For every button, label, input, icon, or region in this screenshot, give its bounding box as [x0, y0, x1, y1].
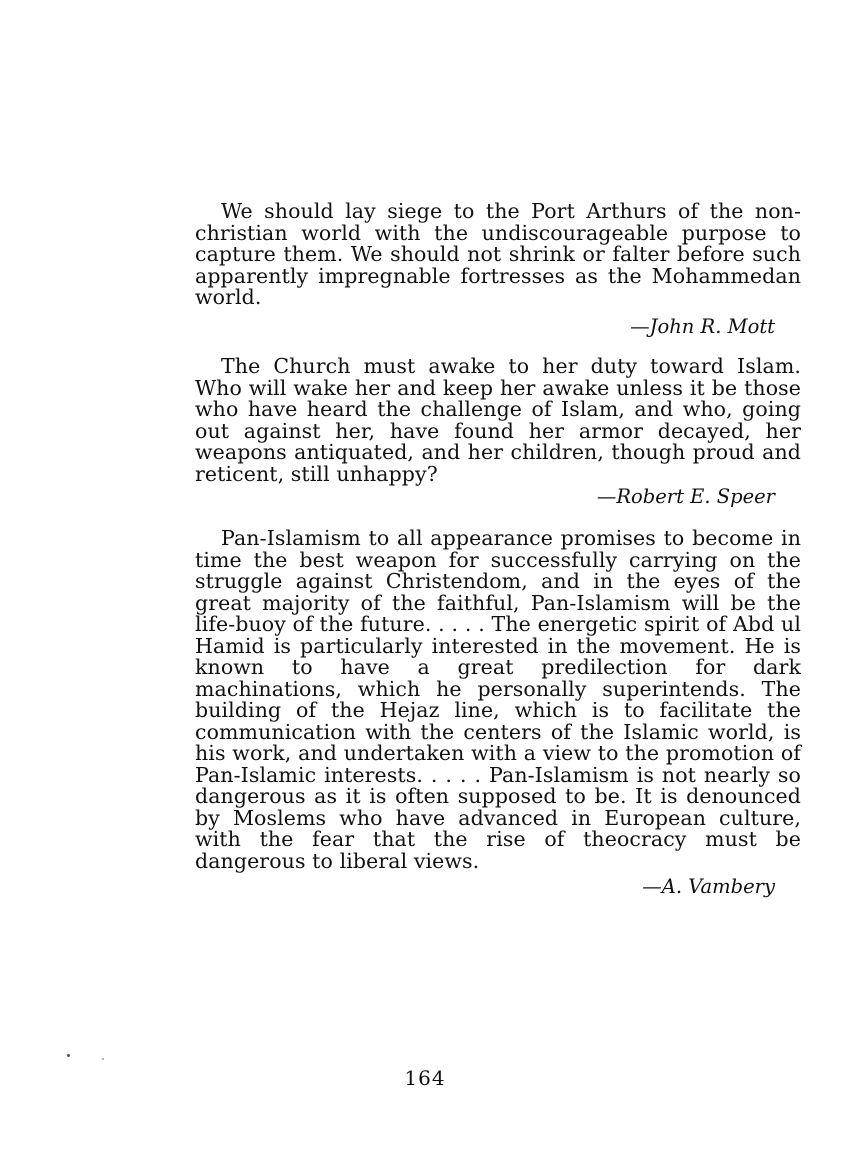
quote-speer	[195, 356, 801, 509]
quote-text: Pan-Islamism to all appearance promises to become in time the best weapon for successfully carrying on the struggle against Christendom, and in the eyes of the great majority of the faithful, Pan-Islamism will be the life-buoy of the future. . . . . The energetic spirit of Abd ul Hamid is particularly interested in the movement. He is known to have a great predilection for dark machinations, which he personally superintends. The building of the Hejaz line, which is to facilitate the communication with the centers of the Islamic world, is his work, and undertaken with a view to the promotion of Pan-Islamic interests. . . . . Pan-Islamism is not nearly so dangerous as it is often supposed to be. It is denounced by Moslems who have advanced in European culture, with the fear that the rise of theocracy must be dangerous to liberal views.	[195, 526, 801, 873]
quote-attribution: —Robert E. Speer	[596, 485, 775, 508]
quote-text: The Church must awake to her duty toward Islam. Who will wake her and keep her awake unless it be those who have heard the challenge of Islam, and who, going out against her, have found her armor decayed, her weapons antiquated, and her children, though proud and reticent, still unhappy?	[195, 354, 801, 486]
quote-text: We should lay siege to the Port Arthurs of the non-christian world with the undiscourageable purpose to capture them. We should not shrink or falter before such apparently impregnable fortresses as the Mohammedan world.	[195, 199, 801, 309]
quote-mott	[195, 201, 801, 339]
scan-speck	[67, 1054, 70, 1057]
page-number: 164	[404, 1066, 446, 1090]
quote-attribution: —John R. Mott	[630, 314, 775, 338]
scan-speck	[102, 1058, 104, 1060]
quote-vambery	[195, 528, 801, 899]
quote-attribution: —A. Vambery	[642, 875, 775, 898]
